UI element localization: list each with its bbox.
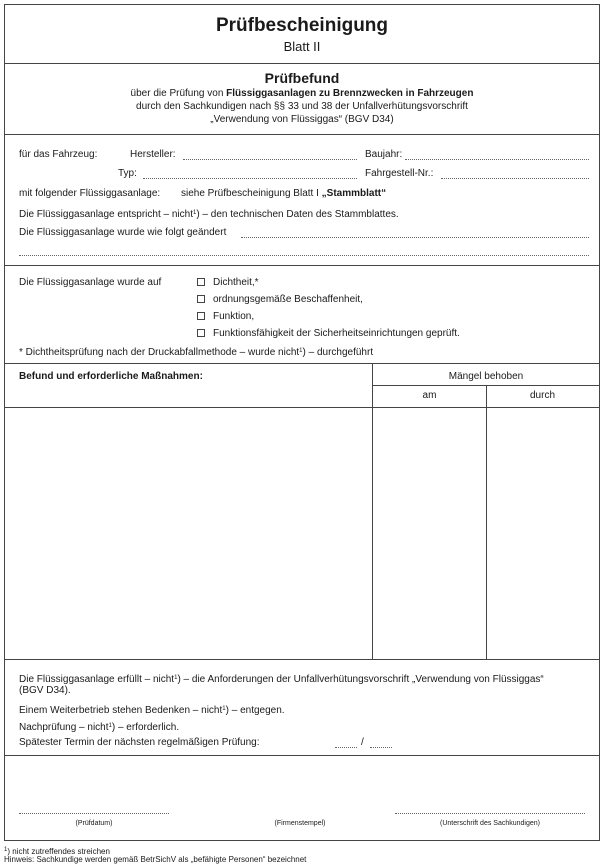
page-subtitle: Blatt II (283, 39, 321, 54)
check-item[interactable]: Dichtheit,* (197, 277, 259, 289)
check-item[interactable]: ordnungsgemäße Beschaffenheit, (197, 294, 363, 306)
divider (5, 659, 599, 660)
divider (5, 265, 599, 266)
firmenstempel-label: (Firmenstempel) (274, 820, 326, 827)
hersteller-label: Hersteller: (130, 149, 176, 160)
befund-area[interactable] (5, 408, 599, 658)
checkbox[interactable] (197, 295, 205, 303)
fahrgestell-label: Fahrgestell-Nr.: (365, 168, 434, 179)
result-line-1b: (BGV D34). (19, 685, 71, 696)
pruefdatum-field[interactable] (19, 813, 169, 814)
result-line-3: Nachprüfung – nicht$^1$) – erforderlich. (19, 722, 180, 733)
result-line-1: Die Flüssiggasanlage erfüllt – nicht$^1$) – die Anforderungen der Unfallverhütungsvorschrift „Verwendung von Flüssiggas“ (19, 674, 544, 685)
vehicle-label: für das Fahrzeug: (19, 149, 98, 160)
geaendert-field[interactable] (241, 237, 589, 238)
am-header: am (422, 390, 437, 401)
entspricht-statement: Die Flüssiggasanlage entspricht – nicht$^1$) – den technischen Daten des Stammblattes. (19, 209, 399, 220)
result-line-4: Spätester Termin der nächsten regelmäßigen Prüfung: (19, 737, 260, 748)
intro-line-3: „Verwendung von Flüssiggas“ (BGV D34) (210, 114, 394, 125)
anlage-label: mit folgender Flüssiggasanlage: (19, 188, 161, 199)
divider (5, 755, 599, 756)
geaendert-field-line-2[interactable] (19, 255, 589, 256)
form-frame (4, 4, 600, 841)
page-title: Prüfbescheinigung (215, 15, 389, 36)
checkbox[interactable] (197, 329, 205, 337)
baujahr-label: Baujahr: (365, 149, 403, 160)
befund-header: Befund und erforderliche Maßnahmen: (19, 371, 203, 382)
durch-header: durch (529, 390, 555, 401)
termin-year-field[interactable] (370, 747, 392, 748)
termin-slash: / (361, 737, 364, 748)
hersteller-field[interactable] (183, 159, 357, 160)
divider (5, 363, 599, 364)
divider (5, 134, 599, 135)
section-heading: Prüfbefund (264, 70, 340, 86)
result-line-2: Einem Weiterbetrieb stehen Bedenken – nicht$^1$) – entgegen. (19, 705, 285, 716)
unterschrift-label: (Unterschrift des Sachkundigen) (440, 820, 540, 827)
pruefdatum-label: (Prüfdatum) (75, 820, 113, 827)
check-item[interactable]: Funktion, (197, 311, 254, 323)
hinweis-note: Hinweis: Sachkundige werden gemäß BetrSichV als „befähigte Personen“ bezeichnet (4, 855, 307, 864)
fahrgestell-field[interactable] (441, 178, 589, 179)
termin-month-field[interactable] (335, 747, 357, 748)
geaendert-label: Die Flüssiggasanlage wurde wie folgt geändert (19, 227, 227, 238)
checkbox[interactable] (197, 312, 205, 320)
typ-label: Typ: (118, 168, 137, 179)
divider (5, 63, 599, 64)
footnote-1: $^1$) nicht zutreffendes streichen (4, 847, 110, 856)
maengel-header: Mängel behoben (448, 371, 524, 382)
divider (372, 385, 599, 386)
anlage-reference: siehe Prüfbescheinigung Blatt I „Stammblatt“ (181, 188, 387, 199)
checks-label: Die Flüssiggasanlage wurde auf (19, 277, 162, 288)
dichtheit-note: * Dichtheitsprüfung nach der Druckabfallmethode – wurde nicht$^1$) – durchgeführt (19, 347, 374, 358)
intro-line-1: über die Prüfung von Flüssiggasanlagen zu Brennzwecken in Fahrzeugen (130, 88, 474, 99)
unterschrift-field[interactable] (395, 813, 585, 814)
baujahr-field[interactable] (405, 159, 589, 160)
checkbox[interactable] (197, 278, 205, 286)
check-item[interactable]: Funktionsfähigkeit der Sicherheitseinrichtungen geprüft. (197, 328, 460, 340)
typ-field[interactable] (143, 178, 357, 179)
intro-line-2: durch den Sachkundigen nach §§ 33 und 38 der Unfallverhütungsvorschrift (136, 101, 468, 112)
